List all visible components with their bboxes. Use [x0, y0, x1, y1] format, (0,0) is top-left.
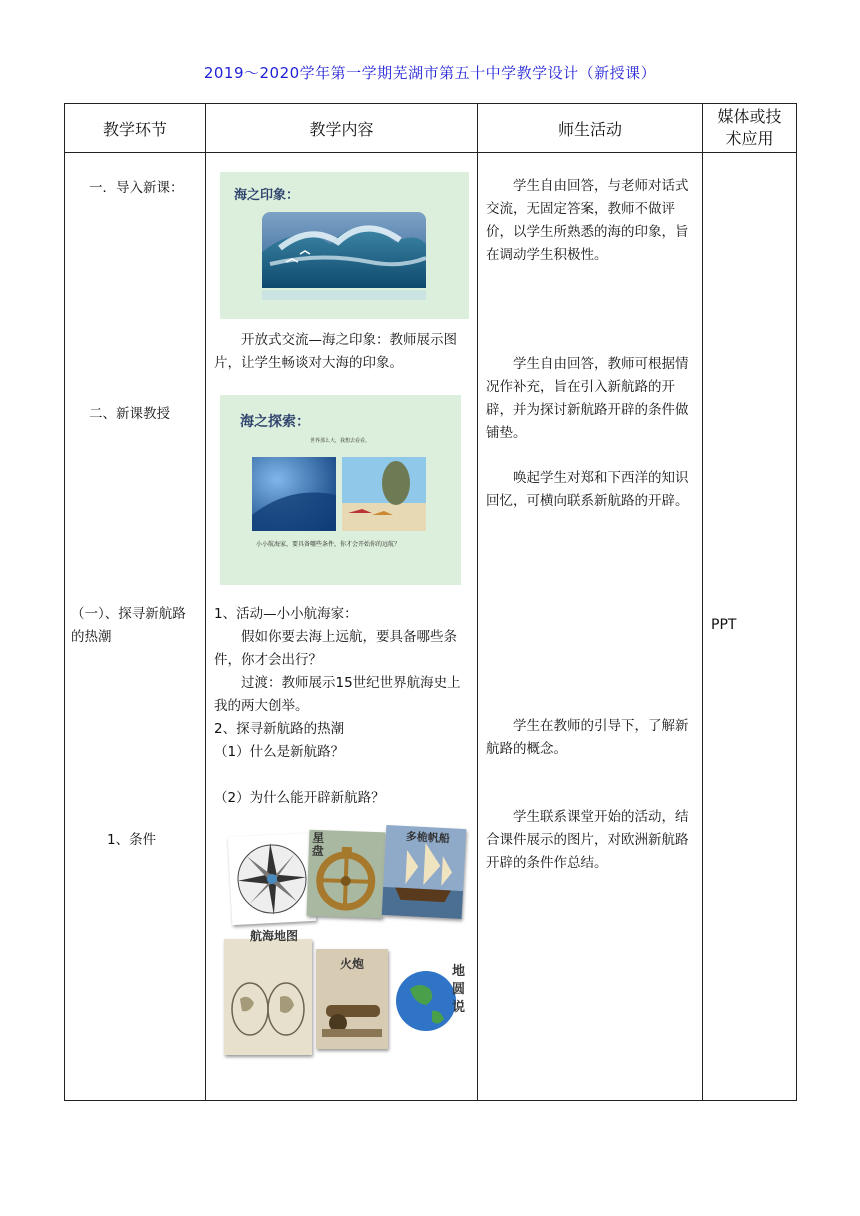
astrolabe-image [307, 830, 386, 919]
activity-cell [478, 153, 703, 1101]
activity-text-4: 学生在教师的引导下，了解新航路的概念。 [486, 718, 689, 757]
world-map-icon [224, 939, 312, 1055]
section-heading: 2、探寻新航路的热潮 [214, 721, 345, 737]
sea-impression-slide [220, 172, 469, 319]
compass-image [228, 833, 316, 925]
slide2-subtitle: 世界那么大，我想去看看。 [310, 438, 371, 444]
activity-text-3: 唤起学生对郑和下西洋的知识回忆，可横向联系新航路的开辟。 [486, 470, 689, 509]
globe-image [392, 949, 466, 1045]
activity-heading: 1、活动—小小航海家： [214, 606, 358, 622]
stage-cell [65, 153, 206, 1101]
question-2: （2）为什么能开辟新航路？ [214, 790, 385, 806]
navigation-collage [220, 825, 470, 1097]
header-row [65, 104, 797, 153]
document-title: 2019～2020学年第一学期芜湖市第五十中学教学设计（新授课） [203, 64, 657, 82]
paragraph-sea-impression: 开放式交流—海之印象：教师展示图片，让学生畅谈对大海的印象。 [214, 332, 457, 371]
ship-label: 多桅帆船 [405, 830, 451, 846]
question-1: （1）什么是新航路？ [214, 744, 345, 760]
stage-explore: （一）、探寻新航路的热潮 [71, 606, 186, 645]
cannon-label: 火炮 [340, 957, 365, 971]
slide2-title: 海之探索： [240, 414, 310, 430]
header-content: 教学内容 [206, 104, 478, 153]
ship-image [382, 825, 467, 919]
lesson-plan-table [64, 103, 797, 1101]
slide1-title: 海之印象： [234, 188, 300, 203]
map-label: 航海地图 [250, 929, 299, 943]
transition-text: 过渡：教师展示15世纪世界航海史上我的两大创举。 [214, 675, 461, 714]
stage-intro: 一．导入新课： [89, 180, 184, 196]
media-cell [703, 153, 797, 1101]
media-ppt: PPT [711, 617, 737, 633]
activity-question: 假如你要去海上远航，要具备哪些条件，你才会出行？ [214, 629, 457, 668]
cannon-image [316, 949, 388, 1049]
activity-text-2: 学生自由回答，教师可根据情况作补充，旨在引入新航路的开辟，并为探讨新航路开辟的条件做铺垫。 [486, 356, 689, 441]
body-row [65, 153, 797, 1101]
header-media-label: 媒体或技术应用 [717, 107, 782, 148]
activity-text-5: 学生联系课堂开始的活动，结合课件展示的图片，对欧洲新航路开辟的条件作总结。 [486, 809, 689, 871]
header-media [703, 104, 797, 153]
ocean-and-beach-photos [220, 395, 461, 585]
activity-text-1: 学生自由回答，与老师对话式交流，无固定答案，教师不做评价，以学生所熟悉的海的印象，旨在调动学生积极性。 [486, 178, 689, 263]
wave-photo [220, 172, 469, 319]
astrolabe-label: 星盘 [311, 830, 325, 859]
globe-label: 地圆说 [452, 964, 466, 1015]
slide2-caption: 小小航海家，要具备哪些条件，你才会开始你的远航？ [256, 541, 401, 548]
stage-teach: 二、新课教授 [89, 406, 170, 422]
stage-conditions: 1、条件 [107, 832, 157, 848]
header-stage: 教学环节 [65, 104, 206, 153]
content-cell [206, 153, 478, 1101]
sea-exploration-slide [220, 395, 461, 585]
nautical-map-image [224, 929, 312, 1055]
header-activity: 师生活动 [478, 104, 703, 153]
